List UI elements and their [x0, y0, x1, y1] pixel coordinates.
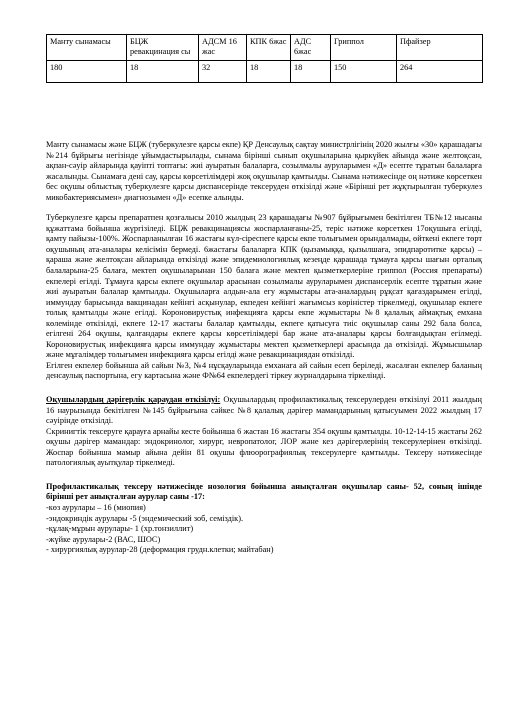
document-body: [46, 140, 482, 556]
table-cell: 18: [127, 60, 199, 82]
paragraph-medical-exam: [46, 395, 482, 427]
section-heading: Оқушылардың дәрігерлік қараудан өткізілуі:: [46, 395, 221, 405]
list-item: -құлақ-мұрын аурулары- 1 (хр.тонзиллит): [46, 524, 194, 534]
section-heading-nosology: Профилактикалық тексеру нәтижесінде нозология бойынша анықталған оқушылар саны- 52, соның ішінде бірінші рет анықталған аурулар саны -17:: [46, 481, 482, 502]
table-cell: 150: [331, 60, 397, 82]
paragraph-screening: Скринигтік тексеруге қарауға арнайы кесте бойынша 6 жастан 16 жастағы 354 оқушы қамтылды. 10-12-14-15 жастағы 262 оқушы дәрігер мамандар: эндокринолог, хирург, невропатолог, ЛОР және кез дәрігерлерінің тексерулерінен өткізілді. Жоспар бойынша мамыр айына дейін 81 оқушы флюорографиялық тексерулерге қамтылды. Тексеру нәтижесінде патологиялық ауытқулар тіркелмеді.: [46, 426, 482, 468]
list-item: -көз аурулары – 16 (миопия): [46, 502, 146, 512]
table-header-cell: АДСМ 16 жас: [199, 35, 247, 61]
list-item: - хирургиялық аурулар-28 (деформация грудн.клетки; майтабан): [46, 545, 274, 555]
list-item: -эндокриндік аурулары -5 (эндемический зоб, семіздік).: [46, 513, 244, 523]
list-item: -жүйке аурулары-2 (ВАС, ШОС): [46, 534, 161, 544]
table-cell: 180: [47, 60, 127, 82]
table-header-cell: АДС 6жас: [291, 35, 331, 61]
table-header-cell: Гриппол: [331, 35, 397, 61]
table-cell: 32: [199, 60, 247, 82]
table-row: [47, 60, 483, 82]
table-cell: 18: [247, 60, 291, 82]
table-header-cell: Пфайзер: [397, 35, 483, 61]
table-cell: 18: [291, 60, 331, 82]
table-header-cell: Манту сынамасы: [47, 35, 127, 61]
paragraph-mantoux: Манту сынамасы және БЦЖ (туберкулезге қарсы екпе) ҚР Денсаулық сақтау министрлігінің 2020 жылғы «30» қарашадағы №214 бұйрығы негізінде ұйымдастырылады, сынама бірінші сынып оқушыларына қыркүйек айында және желтоқсан, ақпан-сәуір айларында қауіпті топтағы: жиі ауыратын балаларға, созылмалы ауруларымен «Д» есепте тұратын балаларға жасалынды. Сынамаға дені сау, қарсы көрсетілімдері жоқ оқушылар қамтылды. Сынама нәтижесінде оң нәтиже көрсеткен бес оқушы облыстық туберкулезге қарсы диспансерінде тексеруден өткізілді және «Бірінші рет жұқтырылған туберкулез микобактериясымен» диагнозымен «Д» есепке алынды.: [46, 140, 483, 202]
table-header-cell: КПК 6жас: [247, 35, 291, 61]
vaccination-table: [46, 34, 483, 83]
paragraph-vaccination: Туберкулезге қарсы препаратпен қозғалысы 2010 жылдың 23 қарашадағы №907 бұйрығымен бекітілген ТБ№12 нысаны құжаттама бойынша жүргізіледі. БЦЖ ревакцинациясы жоспарланғаны-25, теріс нәтиже көрсеткен 17оқушыға егілді, қамту пайызы-100%. Жоспарланылған 16 жастағы күл-сіреспеге қарсы екпе толығымен орындалмады, өйткені екпеге төрт оқушының ата-аналары келісімін бермеді. 6жастағы балаларға КПК (қызамыққа, қызылшаға, эпидпаротитке қарсы) – қараша және желтоқсан айларында өткізілді және эпидемиологиялық кезеңде қарашада тұмауға қарсы шағын орталық балаларына-25 балаға, мектеп оқушыларынан 150 балаға және мектеп қызметкерлеріне гриппол (Россия препараты) екпелері егілді. Тұмауға қарсы екпеге оқушылар арасынан созылмалы ауруларымен диспансерлік есепте тұратын және жиі ауыратын балалар қамтылды. Оқушыларға алдын-ала егу жұмыстары ата-аналардың рұқсат қағаздарымен егілді, иммундау барысында вакцинадан кейінгі асқынулар, екпеден кейінгі жағымсыз көріністер тіркелмеді, оқушылар екпеге толық қамтылды және егілді. Короновирустық инфекцияға қарсы екпе жұмыстары №8 қалалық аймақтық емхана көлемінде өткізілді, екпеге 12-17 жастағы балалар қамтылды, екпеге қатысуға тиіс оқушылар саны 292 бала болса, егілгені 264 оқушы, қалғандары екпеге қарсы көрсетілімдері бар және ата-аналары қарсы болғандықтан егілмеді. Короновирустық инфекцияға қарсы иммундау жұмыстары мектеп қызметкерлері арасында да өткізілді. Жұмысшылар және мұғалімдер толығымен инфекцияға қарсы егілді және ревакцинациядан өткізілді.: [46, 213, 482, 360]
paragraph-reporting: Егілген екпелер бойынша ай сайын №3, №4 нұсқауларында емханаға ай сайын есеп беріледі, жасалған екпелер баланың денсаулық паспортына, егу картасына және Ф№64 екпелердегі тіркеу журналдарына тіркелінді.: [46, 360, 482, 381]
table-cell: 264: [397, 60, 483, 82]
table-header-cell: БЦЖ ревакцинация сы: [127, 35, 199, 61]
section-text: Оқушылардың профилактикалық тексерулерден өткізілуі 2011 жылдың 16 наурызында бекітілген №145 бұйрығына сәйкес №8 қалалық дәрігер мамандарының қатысуымен 2022 жылдың 17 сәуірінде өткізілді.: [46, 395, 482, 426]
table-header-row: [47, 35, 483, 61]
